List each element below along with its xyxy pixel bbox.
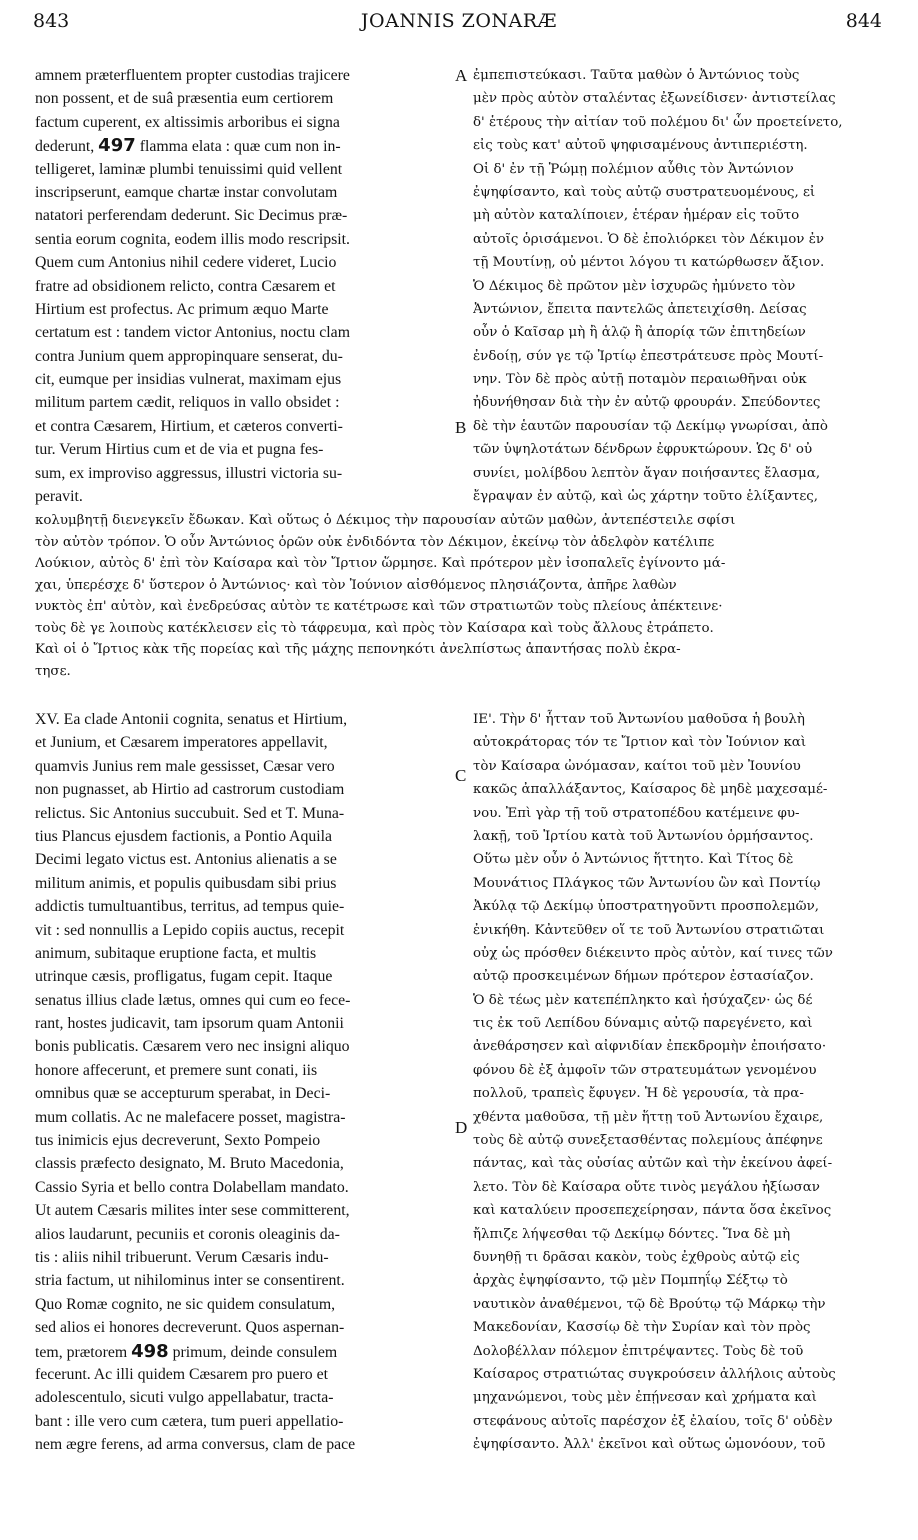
text-line: bonis publicatis. Cæsarem vero nec insigni aliquo — [35, 1038, 350, 1056]
text-line: non possent, et de suâ præsentia eum certiorem — [35, 90, 334, 108]
text-line: fratre ad obsidionem relicto, contra Cæsarem et — [35, 277, 336, 295]
text-line: quamvis Junius rem male gessisset, Cæsar vero — [35, 757, 335, 775]
text-line: Δολοβέλλαν πόλεμον ἐπιτρέψαντες. Τοὺς δὲ τοῦ — [473, 1343, 804, 1359]
text-line: inscripserunt, eamque chartæ instar convolutam — [35, 183, 338, 201]
text-line: οὐχ ὡς πρόσθεν διέκειντο πρὸς αὐτὸν, καί τινες τῶν — [473, 945, 833, 961]
text-line: sum, ex improviso aggressus, illustri victoria su- — [35, 464, 343, 482]
text-line: et contra Cæsarem, Hirtium, et cæteros converti- — [35, 417, 343, 435]
text-line: φόνου δὲ ἐξ ἀμφοῖν τῶν στρατευμάτων γενομένου — [473, 1062, 817, 1078]
text-line: certatum est : tandem victor Antonius, noctu clam — [35, 324, 350, 342]
latin-column-bottom — [35, 708, 453, 1457]
text-line: rant, hostes judicavit, tam ipsorum quam Antonii — [35, 1015, 344, 1033]
text-line: classis præfecto designato, M. Bruto Macedonia, — [35, 1155, 344, 1173]
text-line: τὸν Καίσαρα ὠνόμασαν, καίτοι τοῦ μὲν Ἰουνίου — [473, 758, 801, 774]
text-line: ναυτικὸν ἀναθέμενοι, τῷ δὲ Βρούτῳ τῷ Μάρκῳ τὴν — [473, 1296, 826, 1312]
text-line: Cassio Syria et bello contra Dolabellam mandato. — [35, 1178, 349, 1196]
text-line: militum animis, et populis quibusdam sibi prius — [35, 874, 337, 892]
text-line: telligeret, laminæ plumbi tenuissimi quid vellent — [35, 160, 343, 178]
text-line: XV. Ea clade Antonii cognita, senatus et Hirtium, — [35, 711, 348, 728]
text-line: natatori perferendam dederunt. Sic Decimus præ- — [35, 207, 348, 225]
text-line: νην. Τὸν δὲ πρὸς αὐτῇ ποταμὸν περαιωθῆναι οὐκ — [473, 372, 807, 388]
running-title: JOANNIS ZONARÆ — [360, 10, 558, 32]
greek-column-top — [473, 64, 885, 508]
column-number: 498 — [131, 1340, 169, 1362]
text-line: Καίσαρος στρατιώτας συγκρούσειν ἀλλήλοις αὐτοὺς — [473, 1366, 836, 1382]
text-line: tis : aliis nihil tribuerunt. Verum Cæsaris indu- — [35, 1248, 329, 1266]
text-line: ἔγραψαν ἐν αὐτῷ, καὶ ὡς χάρτην τοῦτο ἑλίξαντες, — [473, 489, 819, 505]
text-line: τοὺς δὲ γε λοιποὺς κατέκλεισεν εἰς τὸ τάφρευμα, καὶ πρὸς τὸν Καίσαρα καὶ τοὺς ἄλλους ἐτράπετο. — [35, 620, 714, 636]
text-line: νου. Ἐπὶ γὰρ τῇ τοῦ στρατοπέδου κατέμεινε φυ- — [473, 805, 800, 821]
text-line: mum collatis. Ac ne malefacere posset, magistra- — [35, 1108, 346, 1126]
text-line: δ' ἑτέρους τὴν αἰτίαν τοῦ πολέμου δι' ὧν προετείνετο, — [473, 114, 843, 130]
text-line: πολλοῦ, τραπεὶς ἔφυγεν. Ἡ δὲ γερουσία, τὰ πρα- — [473, 1086, 804, 1102]
column-number: 497 — [98, 135, 136, 157]
text-line: κολυμβητῇ διενεγκεῖν ἔδωκαν. Καὶ οὕτως ὁ Δέκιμος τὴν παρουσίαν αὐτῶν μαθὼν, ἀντεπέστειλε σφίσι — [35, 513, 736, 528]
text-line: ἐνικήθη. Κἀντεῦθεν οἵ τε τοῦ Ἀντωνίου στρατιῶται — [473, 922, 825, 938]
text-line: omnibus quæ se accepturum sperabat, in Deci- — [35, 1085, 331, 1103]
text-line: bant : ille vero cum cætera, tum pueri appellatio- — [35, 1412, 344, 1430]
text-line: Ut autem Cæsaris milites inter sese committerent, — [35, 1202, 350, 1220]
text-line: Hirtium est profectus. Ac primum æquo Marte — [35, 300, 329, 318]
text-line: τῶν ὑψηλοτάτων δένδρων ἐφρυκτώρουν. Ὡς δ' οὐ — [473, 442, 813, 458]
text-line: αὐτοῖς ὁρισάμενοι. Ὁ δὲ ἐπολιόρκει τὸν Δέκιμον ἐν — [473, 231, 825, 247]
text-line: sed alios ei honores decreverunt. Quos aspernan- — [35, 1319, 345, 1337]
text-line: Ἀκύλᾳ τῷ Δεκίμῳ ὑποστρατηγοῦντι προσπολεμῶν, — [473, 899, 819, 915]
text-line: Quo Romæ cognito, ne sic quidem consulatum, — [35, 1295, 336, 1313]
margin-letter-c: C — [455, 766, 467, 785]
text-line: tus inimicis ejus decreverunt, Sexto Pompeio — [35, 1132, 321, 1150]
text-line: νυκτὸς ἐπ' αὐτὸν, καὶ ἐνεδρεύσας αὐτὸν τε κατέτρωσε καὶ τῶν στρατιωτῶν τοὺς πλείους ἀπέκτεινε· — [35, 599, 723, 614]
text-line: addictis tumultuantibus, territus, ad tempus quie- — [35, 898, 345, 916]
text-line: στεφάνους αὐτοῖς παρέσχον ἐξ ἐλαίου, τοῖς δ' οὐδὲν — [473, 1413, 833, 1429]
text-line: χθέντα μαθοῦσα, τῇ μὲν ἥττῃ τοῦ Ἀντωνίου ἔχαιρε, — [473, 1109, 824, 1125]
text-line: tur. Verum Hirtius cum et de via et pugna fes- — [35, 441, 324, 459]
text-line: τις ἐκ τοῦ Λεπίδου δύναμις αὐτῷ παρεγένετο, καὶ — [473, 1016, 813, 1032]
text-line: adolescentulo, sicuti vulgo appellabatur, tracta- — [35, 1389, 334, 1407]
text-line: ἐνδοίῃ, σύν γε τῷ Ἰρτίῳ ἐπεστράτευσε πρὸς Μουτί- — [473, 348, 824, 364]
text-line: honore affecerunt, et premere sunt conati, iis — [35, 1061, 318, 1079]
text-line: λετο. Τὸν δὲ Καίσαρα οὔτε τινὸς μεγάλου ἠξίωσαν — [473, 1179, 820, 1195]
text-line: utrinque cæsis, profligatus, fugam cepit. Itaque — [35, 968, 333, 986]
text-line: alios laudarunt, pecuniis et coronis oleaginis da- — [35, 1225, 340, 1243]
text-line: Μουνάτιος Πλάγκος τῶν Ἀντωνίου ὢν καὶ Ποντίῳ — [473, 875, 821, 891]
text-line: Λούκιον, αὐτὸς δ' ἐπὶ τὸν Καίσαρα καὶ τὸν Ἴρτιον ὥρμησε. Καὶ πρότερον μὲν ἰσοπαλεῖς ἐγίνοντο μά- — [35, 556, 726, 571]
text-line: ἐψηφίσαντο. Ἀλλ' ἐκεῖνοι καὶ οὕτως ὡμονόουν, τοῦ — [473, 1437, 826, 1453]
text-line: τοὺς δὲ αὐτῷ συνεξετασθέντας πολεμίους ἀπέφηνε — [473, 1133, 823, 1149]
text-line: ἤλπιζε λήψεσθαι τῷ Δεκίμῳ δόντες. Ἵνα δὲ μὴ — [473, 1226, 791, 1242]
text-line: et Junium, et Cæsarem imperatores appellavit, — [35, 734, 328, 752]
text-line: ἐμπεπιστεύκασι. Ταῦτα μαθὼν ὁ Ἀντώνιος τοὺς — [473, 68, 800, 83]
text-line: μὲν πρὸς αὐτὸν σταλέντας ἐξωνείδισεν· ἀντιστείλας — [473, 91, 836, 107]
margin-letter-a: A — [455, 66, 468, 85]
page-number-right: 844 — [845, 10, 882, 32]
text-line: τῇ Μουτίνῃ, οὐ μέντοι λόγου τι κατώρθωσεν ἄξιον. — [473, 255, 825, 271]
text-line: nem ægre ferens, ad arma conversus, clam de pace — [35, 1436, 356, 1454]
text-line: Decimi legato victus est. Antonius alienatis a se — [35, 851, 337, 869]
text-line: ἠδυνήθησαν διὰ τὴν ἐν αὐτῷ φρουράν. Σπεύδοντες — [473, 395, 821, 411]
text-line: ἐψηφίσαντο, καὶ τοὺς αὐτῷ συστρατευομένους, εἰ — [473, 184, 816, 200]
text-line: χαι, ὑπερέσχε δ' ὕστερον ὁ Ἀντώνιος· καὶ τὸν Ἰούνιον αἰσθόμενος πλησιάζοντα, ἀπῆρε λαθὼν — [35, 577, 677, 593]
text-line: συνίει, μολίβδου λεπτὸν ἄγαν ποιήσαντες ἔλασμα, — [473, 465, 821, 481]
text-line: Ὁ δὲ τέως μὲν κατεπέπληκτο καὶ ἡσύχαζεν· ὡς δέ — [473, 992, 813, 1008]
page-header — [0, 8, 918, 38]
text-line: λακῇ, τοῦ Ἰρτίου κατὰ τοῦ Ἀντωνίου ὁρμήσαντος. — [473, 828, 814, 844]
text-line: contra Junium quem appropinquare senserat, du- — [35, 347, 343, 365]
text-line: Οἱ δ' ἐν τῇ Ῥώμῃ πολέμιον αὖθις τὸν Ἀντώνιον — [473, 161, 794, 177]
text-line: ἀρχὰς ἐψηφίσαντο, τῷ μὲν Πομπηΐῳ Σέξτῳ τὸ — [473, 1273, 788, 1289]
text-line: πάντας, καὶ τὰς οὐσίας αὐτῶν καὶ τὴν ἐκείνου ἀφεί- — [473, 1156, 833, 1172]
text-line: Μακεδονίαν, Κασσίῳ δὲ τὴν Συρίαν καὶ τὸν πρὸς — [473, 1320, 811, 1336]
text-line: vit : sed nonnullis a Lepido copiis auctus, recepit — [35, 921, 345, 939]
text-line: αὐτῷ προσκειμένων δήμων πρότερον ἐστασίαζον. — [473, 969, 814, 985]
text-line: animum, subitaque eruptione facta, et multis — [35, 944, 317, 962]
text-line: peravit. — [35, 488, 83, 506]
text-line: cit, eumque per insidias vulnerat, maximam ejus — [35, 371, 342, 389]
greek-column-bottom — [473, 708, 885, 1457]
text-line: militum partem cædit, reliquos in vallo obsidet : — [35, 394, 340, 412]
text-line: fecerunt. Ac illi quidem Cæsarem pro puero et — [35, 1365, 329, 1383]
text-line: καὶ καταλύειν προσεπεχείρησαν, πάντα ὅσα ἐκεῖνος — [473, 1203, 832, 1219]
page-number-left: 843 — [33, 10, 70, 32]
text-line: τησε. — [35, 663, 71, 679]
text-line: ἀνεθάρσησεν καὶ αἰφνιδίαν ἐπεκδρομὴν ἐποιήσατο· — [473, 1039, 827, 1055]
text-line: εἰς τοὺς κατ' αὐτοῦ ψηφισαμένους ἀντιπεριέστη. — [473, 138, 808, 154]
text-line: factum cuperent, ex altissimis arboribus ei signa — [35, 113, 340, 131]
text-line: δυνηθῇ τι δρᾶσαι κακὸν, τοὺς ἐχθροὺς αὐτῷ εἰς — [473, 1249, 800, 1265]
text-line: relictus. Sic Antonius succubuit. Sed et T. Muna- — [35, 804, 345, 822]
text-line: amnem præterfluentem propter custodias trajicere — [35, 67, 350, 84]
text-line: κακῶς ἀπαλλάξαντος, Καίσαρος δὲ μηδὲ μαχεσαμέ- — [473, 782, 828, 798]
text-line: Ἀντώνιον, ἔπειτα παντελῶς ἀπετειχίσθη. Δείσας — [473, 301, 807, 317]
text-line: Καὶ οἱ ὁ Ἴρτιος κὰκ τῆς πορείας καὶ τῆς μάχης πεπονηκότι ἀνελπίστως ἀπαντήσας πολὺ ἐκρα- — [35, 642, 681, 657]
text-line: sentia eorum cognita, eodem illis modo rescripsit. — [35, 230, 350, 248]
text-line: tius Plancus ejusdem factionis, a Pontio Aquila — [35, 827, 333, 845]
text-line: senatus illius clade lætus, omnes qui cum eo fece- — [35, 991, 351, 1009]
text-line: Ὁ Δέκιμος δὲ πρῶτον μὲν ἰσχυρῶς ἠμύνετο τὸν — [473, 278, 796, 294]
margin-letter-d: D — [455, 1118, 468, 1137]
text-line: αὐτοκράτορας τόν τε Ἴρτιον καὶ τὸν Ἰούνιον καὶ — [473, 735, 807, 751]
text-line: δὲ τὴν ἑαυτῶν παρουσίαν τῷ Δεκίμῳ γνωρίσαι, ἀπὸ — [473, 418, 828, 434]
text-line: Quem cum Antonius nihil cedere videret, Lucio — [35, 254, 337, 272]
text-line: τὸν αὐτὸν τρόπον. Ὁ οὖν Ἀντώνιος ὁρῶν οὐκ ἐνδιδόντα τὸν Δέκιμον, ἐκείνῳ τὸν ἀδελφὸν κατέλιπε — [35, 534, 715, 550]
text-line: tem, prætorem 498 primum, deinde consulem — [35, 1340, 338, 1362]
text-line: Οὕτω μὲν οὖν ὁ Ἀντώνιος ἥττητο. Καὶ Τίτος δὲ — [473, 852, 794, 868]
text-line: dederunt, 497 flamma elata : quæ cum non in- — [35, 135, 341, 157]
text-line: ΙΕ'. Τὴν δ' ἧτταν τοῦ Ἀντωνίου μαθοῦσα ἡ βουλὴ — [473, 712, 805, 727]
text-line: non pugnasset, ab Hirtio ad castrorum custodiam — [35, 781, 345, 799]
text-line: μὴ αὐτὸν καταλίποιεν, ἑτέραν ἡμέραν εἰς τοῦτο — [473, 208, 800, 224]
latin-column-top — [35, 64, 453, 508]
text-line: stria factum, ut nihilominus inter se consentirent. — [35, 1272, 345, 1290]
text-line: μηχανώμενοι, τοὺς μὲν ἐπῄνεσαν καὶ χρήματα καὶ — [473, 1390, 817, 1406]
margin-letter-b: B — [455, 418, 467, 437]
greek-full-width-block — [35, 510, 885, 682]
text-line: οὖν ὁ Καῖσαρ μὴ ἢ ἁλῷ ἢ ἀπορίᾳ τῶν ἐπιτηδείων — [473, 325, 806, 341]
